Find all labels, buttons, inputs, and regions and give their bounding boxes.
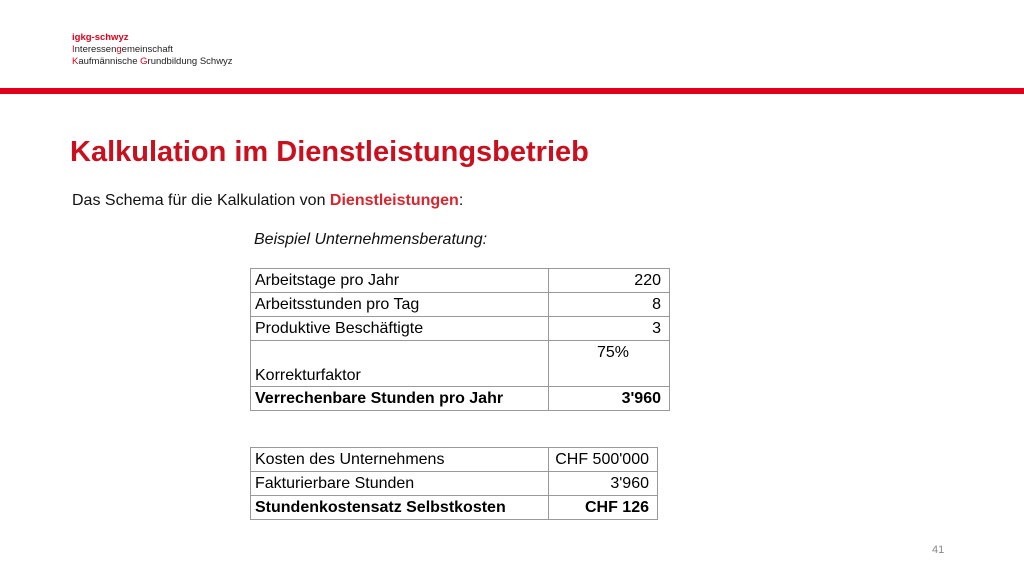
row-value: 3 (549, 317, 670, 341)
table-row (251, 317, 670, 341)
row-label: Arbeitstage pro Jahr (251, 269, 549, 293)
row-label: Fakturierbare Stunden (251, 472, 549, 496)
row-label: Stundenkostensatz Selbstkosten (251, 496, 549, 520)
subtitle-highlight: Dienstleistungen (329, 192, 459, 209)
org-name: igkg-schwyz (72, 32, 129, 43)
row-label: Korrekturfaktor (251, 341, 549, 387)
row-value: 220 (549, 269, 670, 293)
table-row (251, 293, 670, 317)
row-value: 8 (549, 293, 670, 317)
table-row (251, 472, 658, 496)
slide-subtitle: Das Schema für die Kalkulation von Dienstleistungen: (72, 192, 464, 209)
row-label: Produktive Beschäftigte (251, 317, 549, 341)
row-value: CHF 500'000 (549, 448, 658, 472)
table-row (251, 269, 670, 293)
total-row (251, 387, 670, 411)
example-label: Beispiel Unternehmensberatung: (254, 231, 488, 248)
row-value: 3'960 (549, 472, 658, 496)
hours-table (250, 268, 670, 411)
cost-table (250, 447, 658, 520)
row-value: 75% (549, 341, 670, 387)
org-line-2: Kaufmännische Grundbildung Schwyz (72, 56, 233, 67)
row-value: 3'960 (549, 387, 670, 411)
row-label: Arbeitsstunden pro Tag (251, 293, 549, 317)
table-row (251, 448, 658, 472)
row-label: Kosten des Unternehmens (251, 448, 549, 472)
header-divider (0, 88, 1024, 94)
page-number: 41 (932, 544, 945, 556)
org-header (72, 32, 233, 68)
row-label: Verrechenbare Stunden pro Jahr (251, 387, 549, 411)
row-value: CHF 126 (549, 496, 658, 520)
total-row (251, 496, 658, 520)
org-line-1: Interessengemeinschaft (72, 44, 173, 55)
table-row (251, 341, 670, 387)
slide-title: Kalkulation im Dienstleistungsbetrieb (70, 136, 589, 168)
